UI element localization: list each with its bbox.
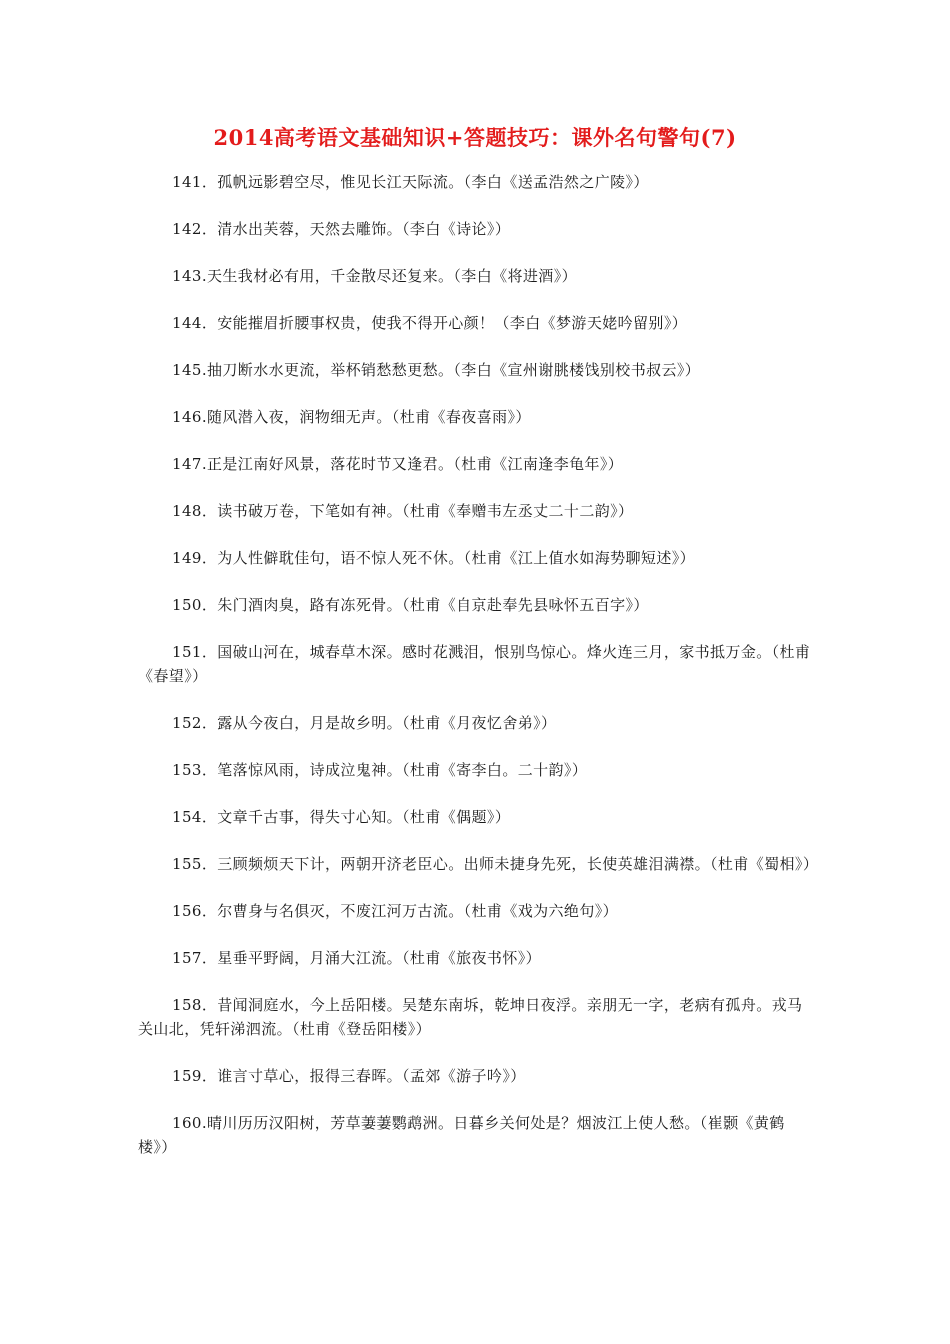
quote-item-157: 157．星垂平野阔，月涌大江流。（杜甫《旅夜书怀》） — [172, 949, 542, 967]
quote-item-156: 156．尔曹身与名俱灭，不废江河万古流。（杜甫《戏为六绝句》） — [172, 902, 619, 920]
quote-list — [138, 170, 819, 1182]
quote-item-150: 150．朱门酒肉臭，路有冻死骨。（杜甫《自京赴奉先县咏怀五百字》） — [172, 596, 649, 614]
quote-item-144: 144．安能摧眉折腰事权贵，使我不得开心颜！（李白《梦游天姥吟留别》） — [172, 314, 688, 332]
quote-item-160: 160.晴川历历汉阳树，芳草萋萋鹦鹉洲。日暮乡关何处是？烟波江上使人愁。（崔颢《黄鹤楼》） — [138, 1114, 785, 1156]
quote-item-143: 143.天生我材必有用，千金散尽还复来。（李白《将进酒》） — [172, 267, 578, 285]
quote-item-151: 151．国破山河在，城春草木深。感时花溅泪，恨别鸟惊心。烽火连三月，家书抵万金。（杜甫《春望》） — [138, 643, 811, 685]
quote-item-154: 154．文章千古事，得失寸心知。（杜甫《偶题》） — [172, 808, 511, 826]
quote-item-146: 146.随风潜入夜，润物细无声。（杜甫《春夜喜雨》） — [172, 408, 531, 426]
quote-item-153: 153．笔落惊风雨，诗成泣鬼神。（杜甫《寄李白。二十韵》） — [172, 761, 588, 779]
document-title: 2014高考语文基础知识+答题技巧：课外名句警句(7) — [213, 125, 737, 150]
quote-item-149: 149．为人性僻耽佳句，语不惊人死不休。（杜甫《江上值水如海势聊短述》） — [172, 549, 696, 567]
quote-item-152: 152．露从今夜白，月是故乡明。（杜甫《月夜忆舍弟》） — [172, 714, 557, 732]
quote-item-158: 158．昔闻洞庭水，今上岳阳楼。吴楚东南坼，乾坤日夜浮。亲朋无一字，老病有孤舟。戎马关山北，凭轩涕泗流。（杜甫《登岳阳楼》） — [138, 996, 803, 1038]
quote-item-148: 148．读书破万卷，下笔如有神。（杜甫《奉赠韦左丞丈二十二韵》） — [172, 502, 634, 520]
quote-item-142: 142．清水出芙蓉，天然去雕饰。（李白《诗论》） — [172, 220, 511, 238]
quote-item-147: 147.正是江南好风景，落花时节又逢君。（杜甫《江南逢李龟年》） — [172, 455, 624, 473]
quote-item-141: 141．孤帆远影碧空尽，惟见长江天际流。（李白《送孟浩然之广陵》） — [172, 173, 649, 191]
quote-item-159: 159．谁言寸草心，报得三春晖。（孟郊《游子吟》） — [172, 1067, 526, 1085]
quote-item-155: 155．三顾频烦天下计，两朝开济老臣心。出师未捷身先死，长使英雄泪满襟。（杜甫《蜀相》） — [172, 855, 819, 873]
quote-item-145: 145.抽刀断水水更流，举杯销愁愁更愁。（李白《宣州谢朓楼饯别校书叔云》） — [172, 361, 701, 379]
